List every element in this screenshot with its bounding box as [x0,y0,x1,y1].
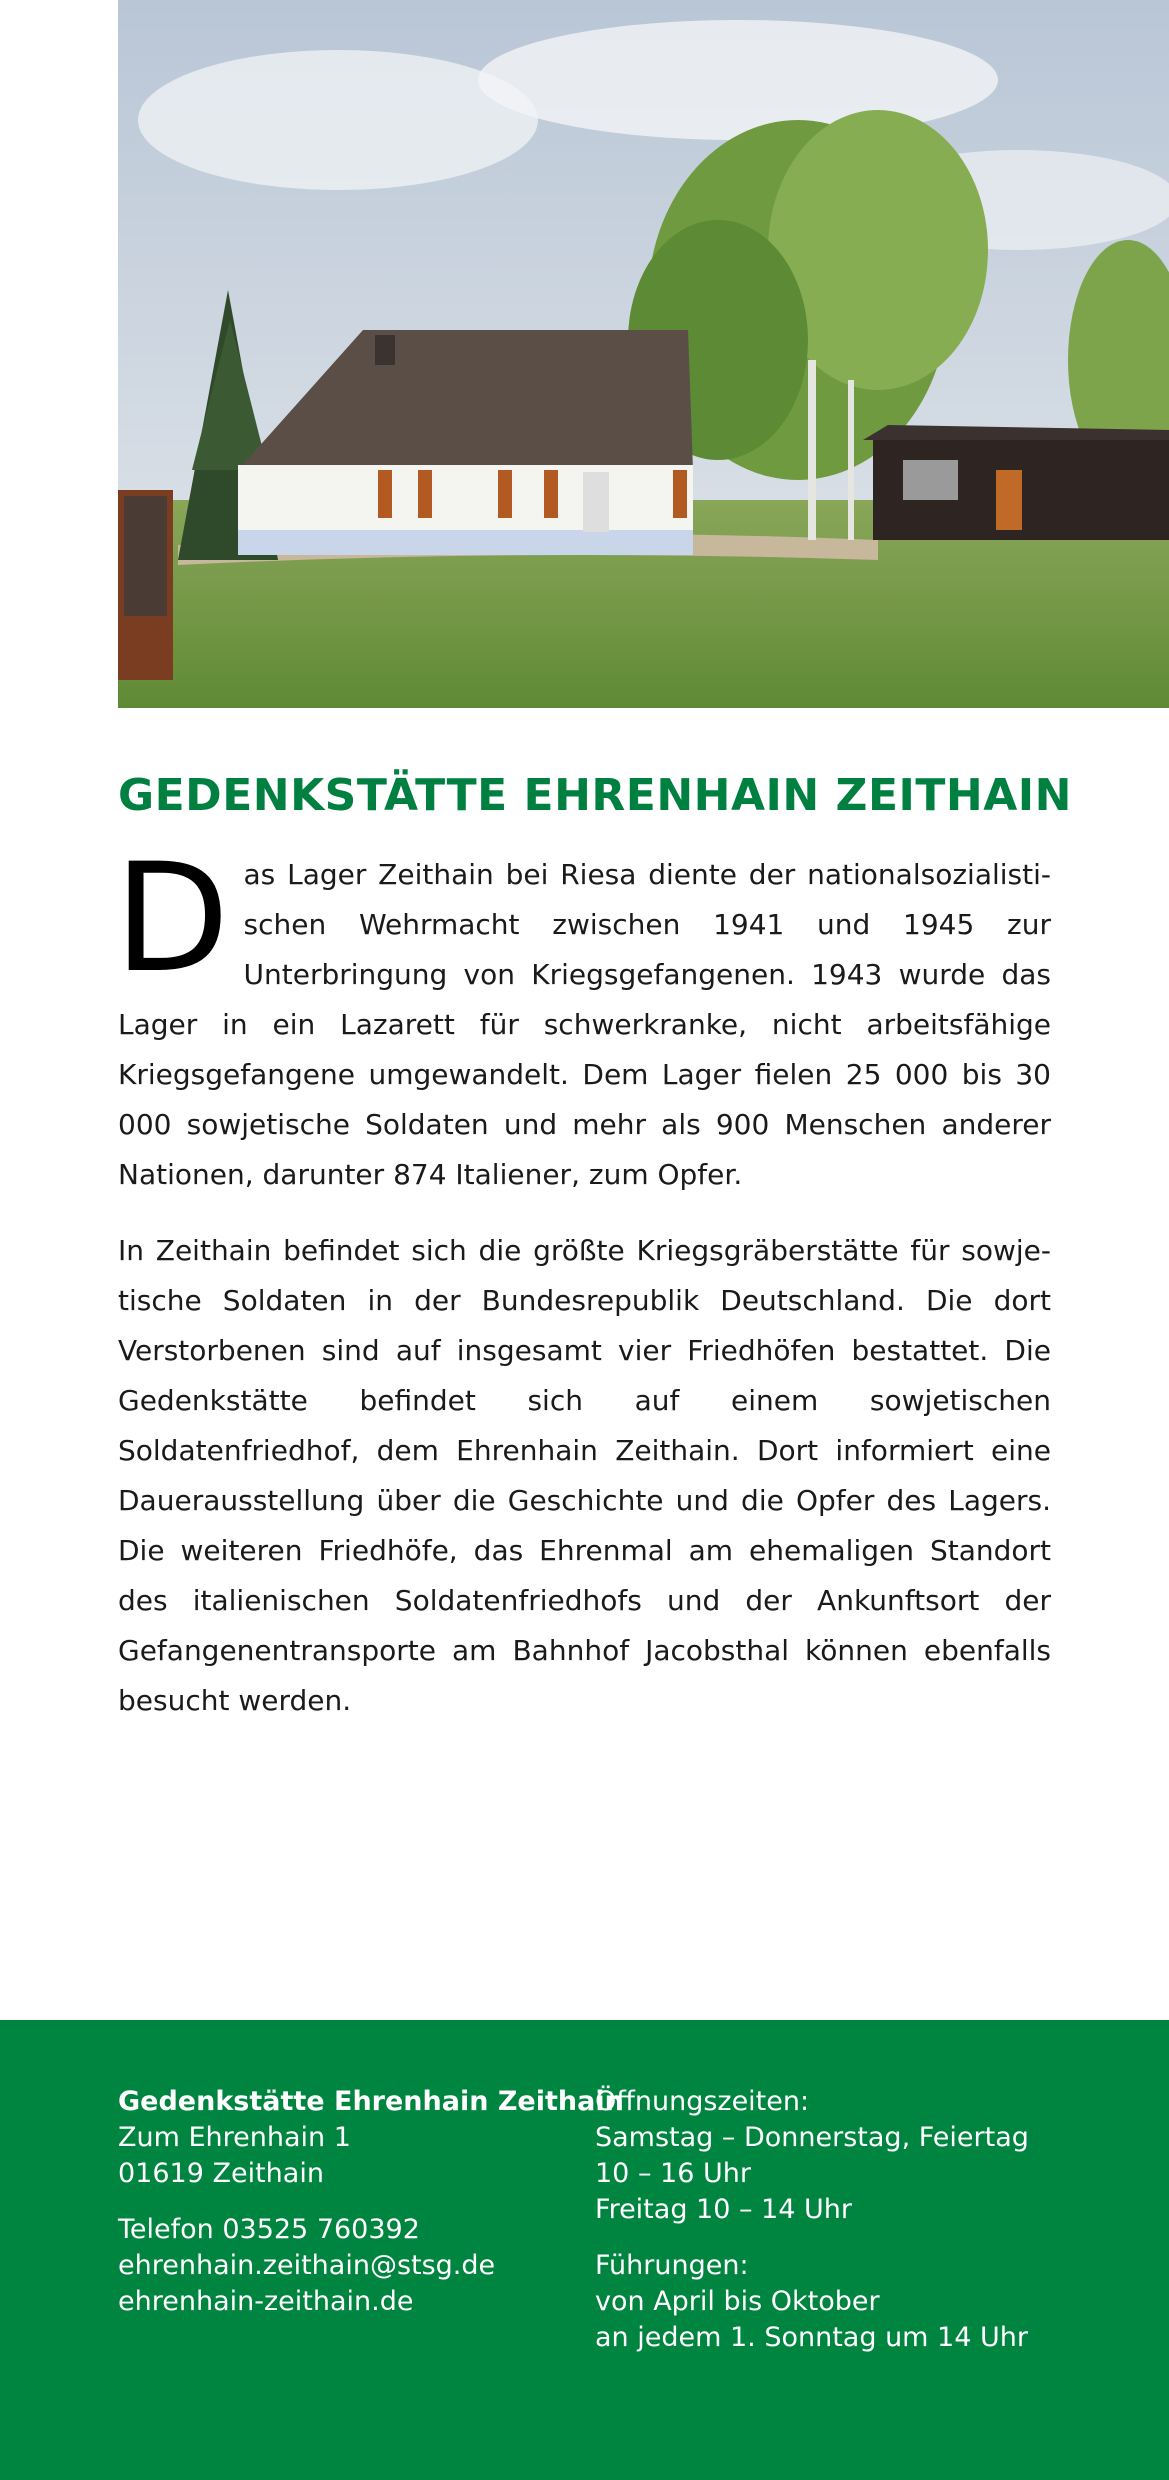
page-title: GEDENKSTÄTTE EHRENHAIN ZEITHAIN [118,770,1072,821]
intro-paragraph [114,832,1051,1200]
intro-paragraph-text: as Lager Zeithain bei Riesa diente der nationalsozialistischen Wehrmacht zwischen 1941 und 1945 zur Unterbringung von Kriegsgefangenen. 1943 wurde das Lager in ein Lazarett für schwerkranke, nicht arbeitsfähige Kriegsgefangene umgewandelt. Dem Lager fielen 25 000 bis 30 000 sowjetische Soldaten und mehr als 900 Menschen anderer Nationen, darunter 874 Italiener, zum Opfer. [118,858,1051,1191]
address-street: Zum Ehrenhain 1 [118,2122,351,2153]
opening-hours-days: Samstag – Donnerstag, Feiertag [595,2122,1029,2153]
address-city: 01619 Zeithain [118,2158,324,2189]
email-link[interactable]: ehrenhain.zeithain@stsg.de [118,2250,496,2281]
second-paragraph: In Zeithain befindet sich die größte Kriegsgräberstätte für sowjetische Soldaten in der Bundesrepublik Deutschland. Die dort Verstorbenen sind auf insgesamt vier Friedhöfen bestattet. Die Gedenkstätte befindet sich auf einem sowjetischen Soldatenfriedhof, dem Ehrenhain Zeithain. Dort informiert eine Dauerausstellung über die Geschichte und die Opfer des Lagers. Die weiteren Friedhöfe, das Ehrenmal am ehemaligen Standort des italienischen Soldatenfriedhofs und der Ankunftsort der Gefangenentransporte am Bahnhof Jacobsthal können ebenfalls besucht werden. [118,1234,1051,1717]
hours-block [595,2084,1115,2356]
tours-schedule: an jedem 1. Sonntag um 14 Uhr [595,2322,1028,2353]
opening-hours-time: 10 – 16 Uhr [595,2158,751,2189]
tours-period: von April bis Oktober [595,2286,880,2317]
address-name: Gedenkstätte Ehrenhain Zeithain [118,2086,624,2117]
memorial-photo [118,0,1169,708]
address-block [118,2084,624,2320]
memorial-photo-illustration [118,0,1169,708]
website-link[interactable]: ehrenhain-zeithain.de [118,2286,414,2317]
opening-hours-friday: Freitag 10 – 14 Uhr [595,2194,852,2225]
contact-footer [0,2020,1169,2480]
tours-label: Führungen: [595,2250,749,2281]
phone-number: Telefon 03525 760392 [118,2214,420,2245]
opening-hours-label: Öffnungszeiten: [595,2086,810,2117]
drop-cap: D [114,832,230,1006]
